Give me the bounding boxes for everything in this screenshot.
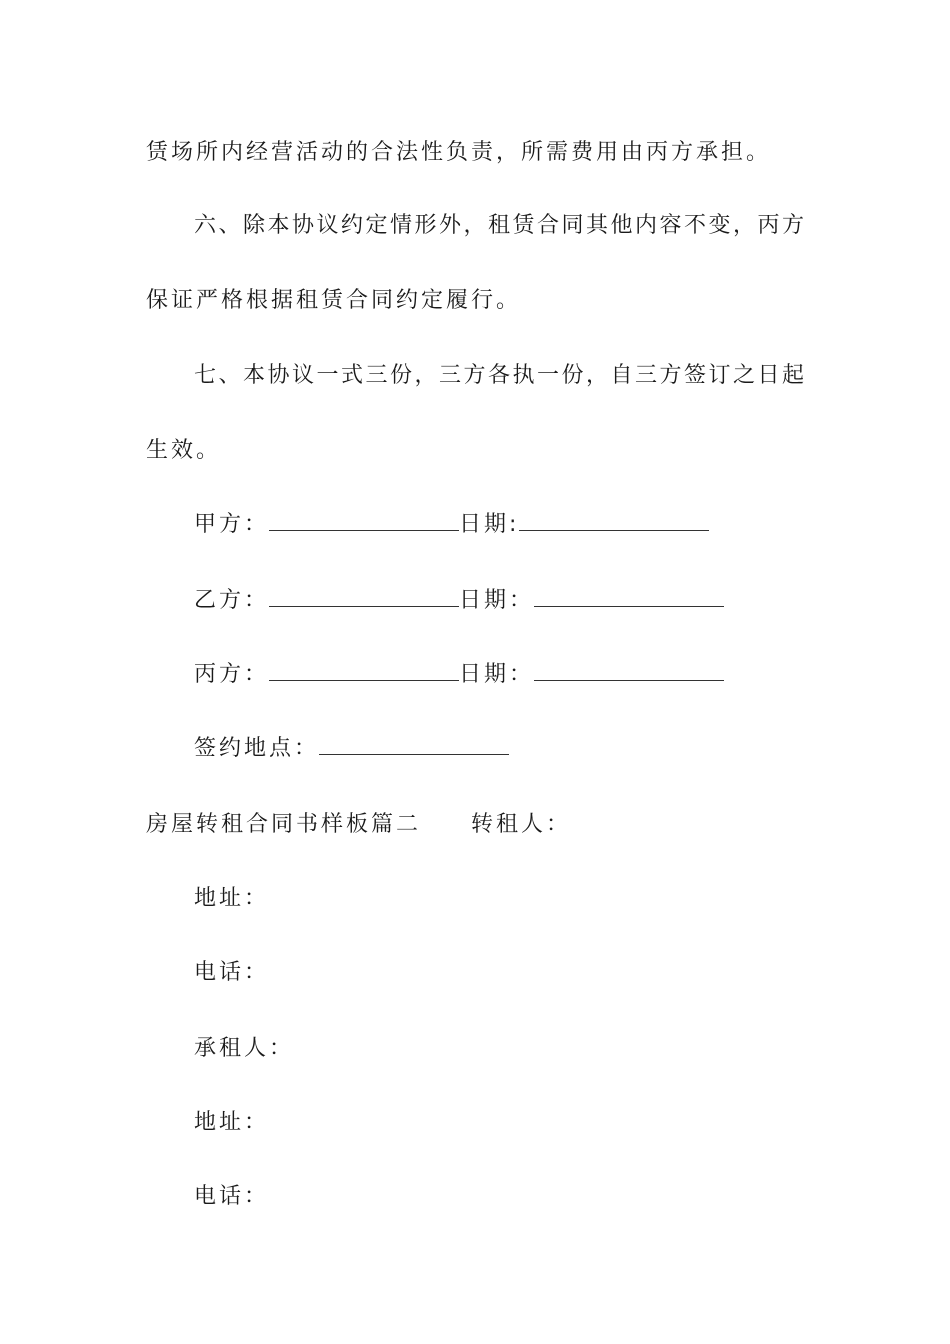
party-a-date-blank — [519, 510, 709, 531]
lessee-label: 承租人： — [194, 1036, 295, 1061]
party-a-blank — [269, 510, 459, 531]
lessee-phone-label: 电话： — [194, 1184, 270, 1209]
party-c-label: 丙方： — [194, 662, 270, 687]
paragraph-7-line-1: 七、本协议一式三份，三方各执一份，自三方签订之日起 — [194, 363, 804, 388]
party-b-label: 乙方： — [194, 588, 270, 613]
sublessor-label: 转租人： — [471, 812, 572, 837]
sublessor-phone-label: 电话： — [194, 960, 270, 985]
section-title: 房屋转租合同书样板篇二 — [146, 812, 422, 837]
sign-place-blank — [319, 734, 509, 755]
party-b-signature-row — [194, 586, 724, 616]
party-b-blank — [269, 586, 459, 607]
party-b-date-blank — [534, 586, 724, 607]
section-title-row — [146, 810, 808, 840]
lessee-address-label: 地址： — [194, 1110, 270, 1135]
sign-place-label: 签约地点： — [194, 736, 320, 761]
paragraph-6-line-1: 六、除本协议约定情形外，租赁合同其他内容不变，丙方 — [194, 213, 804, 238]
party-a-label: 甲方： — [194, 512, 270, 537]
sign-place-row — [194, 734, 509, 764]
paragraph-5-tail: 赁场所内经营活动的合法性负责，所需费用由丙方承担。 — [146, 140, 772, 165]
party-c-date-label: 日期： — [459, 662, 535, 687]
party-c-date-blank — [534, 660, 724, 681]
party-c-signature-row — [194, 660, 724, 690]
party-b-date-label: 日期： — [459, 588, 535, 613]
paragraph-6-line-2: 保证严格根据租赁合同约定履行。 — [146, 288, 522, 313]
party-c-blank — [269, 660, 459, 681]
paragraph-7-line-2: 生效。 — [146, 438, 222, 463]
party-a-date-label: 日期: — [459, 512, 520, 537]
sublessor-address-label: 地址： — [194, 886, 270, 911]
party-a-signature-row — [194, 510, 709, 540]
